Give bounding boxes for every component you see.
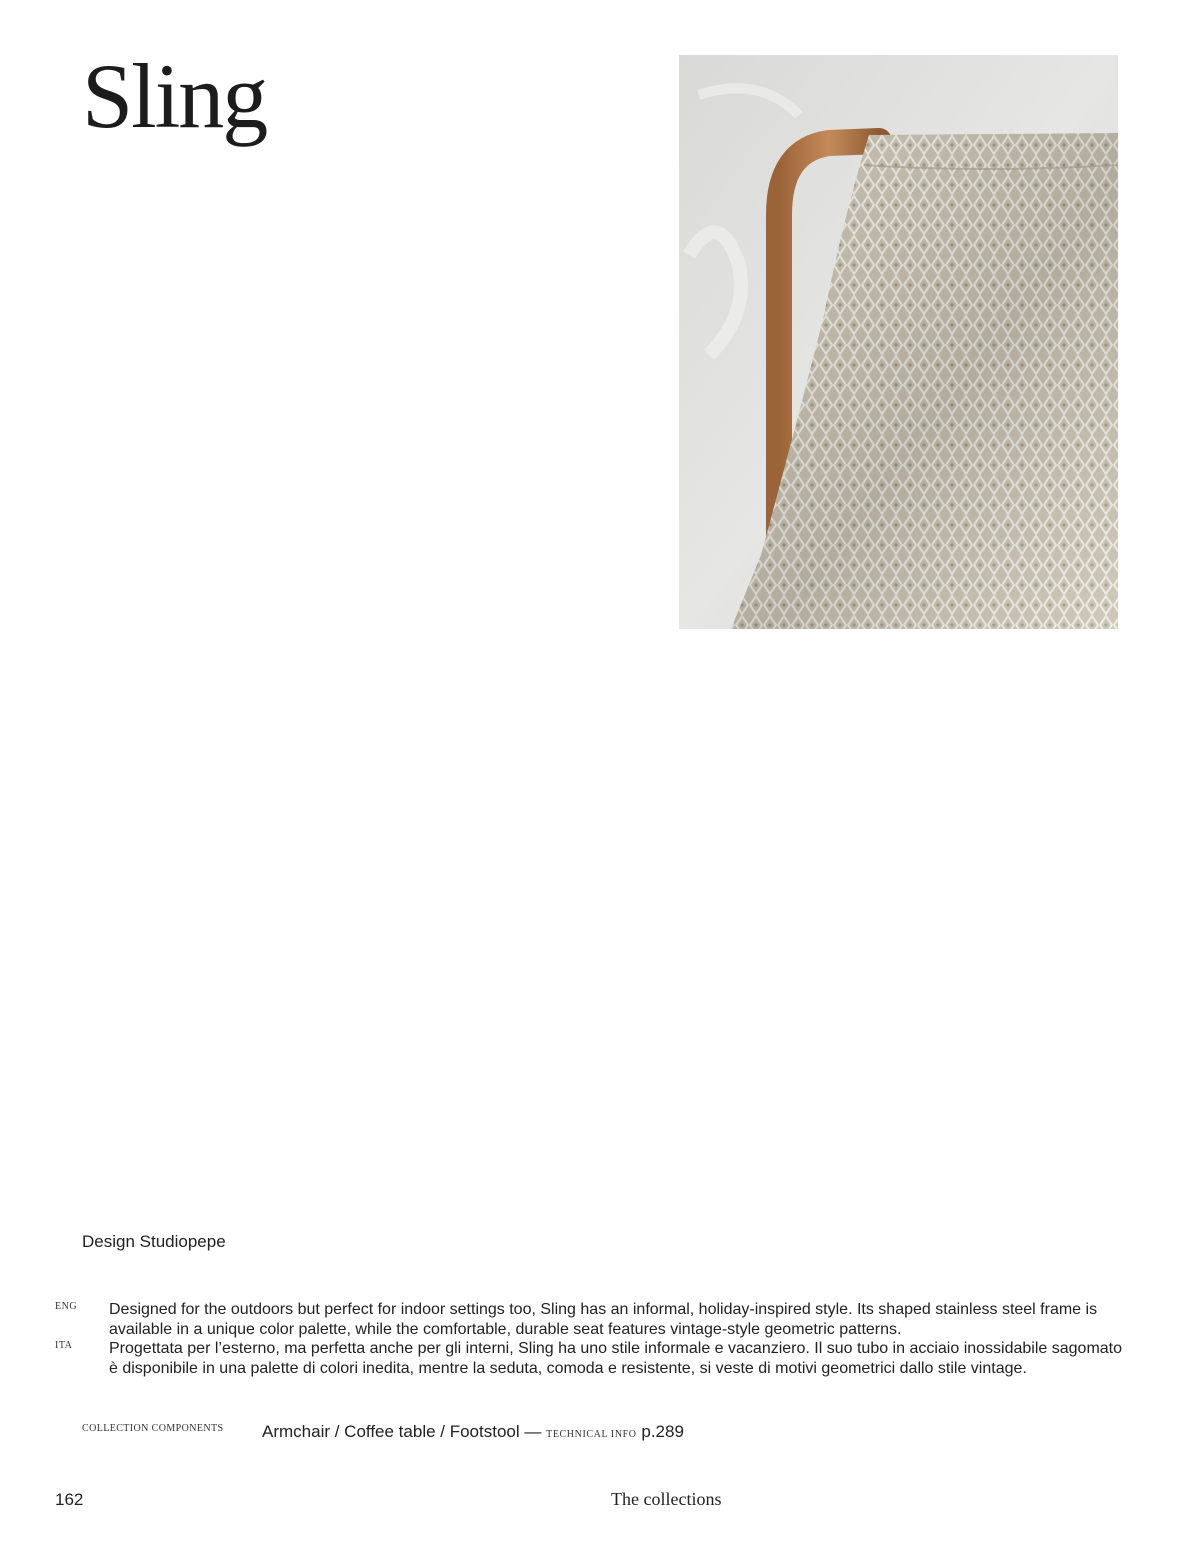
- section-title: The collections: [611, 1489, 722, 1509]
- lang-label-eng: ENG: [55, 1301, 78, 1312]
- designer-credit: Design Studiopepe: [82, 1232, 226, 1251]
- page-number: 162: [55, 1490, 84, 1509]
- page-title: Sling: [82, 45, 267, 147]
- lang-label-ita: ITA: [55, 1340, 73, 1351]
- components-items: Armchair / Coffee table / Footstool —: [262, 1422, 542, 1441]
- technical-info-label: TECHNICAL INFO: [546, 1429, 637, 1440]
- description-english: Designed for the outdoors but perfect for indoor settings too, Sling has an informal, holiday-inspired style. Its shaped stainless steel frame is available in a unique color palette, while the comfortable, durable seat features vintage-style geometric patterns.: [109, 1301, 1098, 1338]
- technical-info-page-link[interactable]: p.289: [641, 1422, 684, 1441]
- collection-components-label: COLLECTION COMPONENTS: [82, 1423, 224, 1434]
- collection-components-list: [262, 1422, 684, 1442]
- armchair-fabric-photo: [679, 55, 1118, 629]
- description-italian: Progettata per l’esterno, ma perfetta anche per gli interni, Sling ha uno stile informale e vacanziero. Il suo tubo in acciaio inossidabile sagomato è disponibile in una palette di colori inedita, mentre la seduta, comoda e resistente, si veste di motivi geometrici dallo stile vintage.: [109, 1340, 1123, 1377]
